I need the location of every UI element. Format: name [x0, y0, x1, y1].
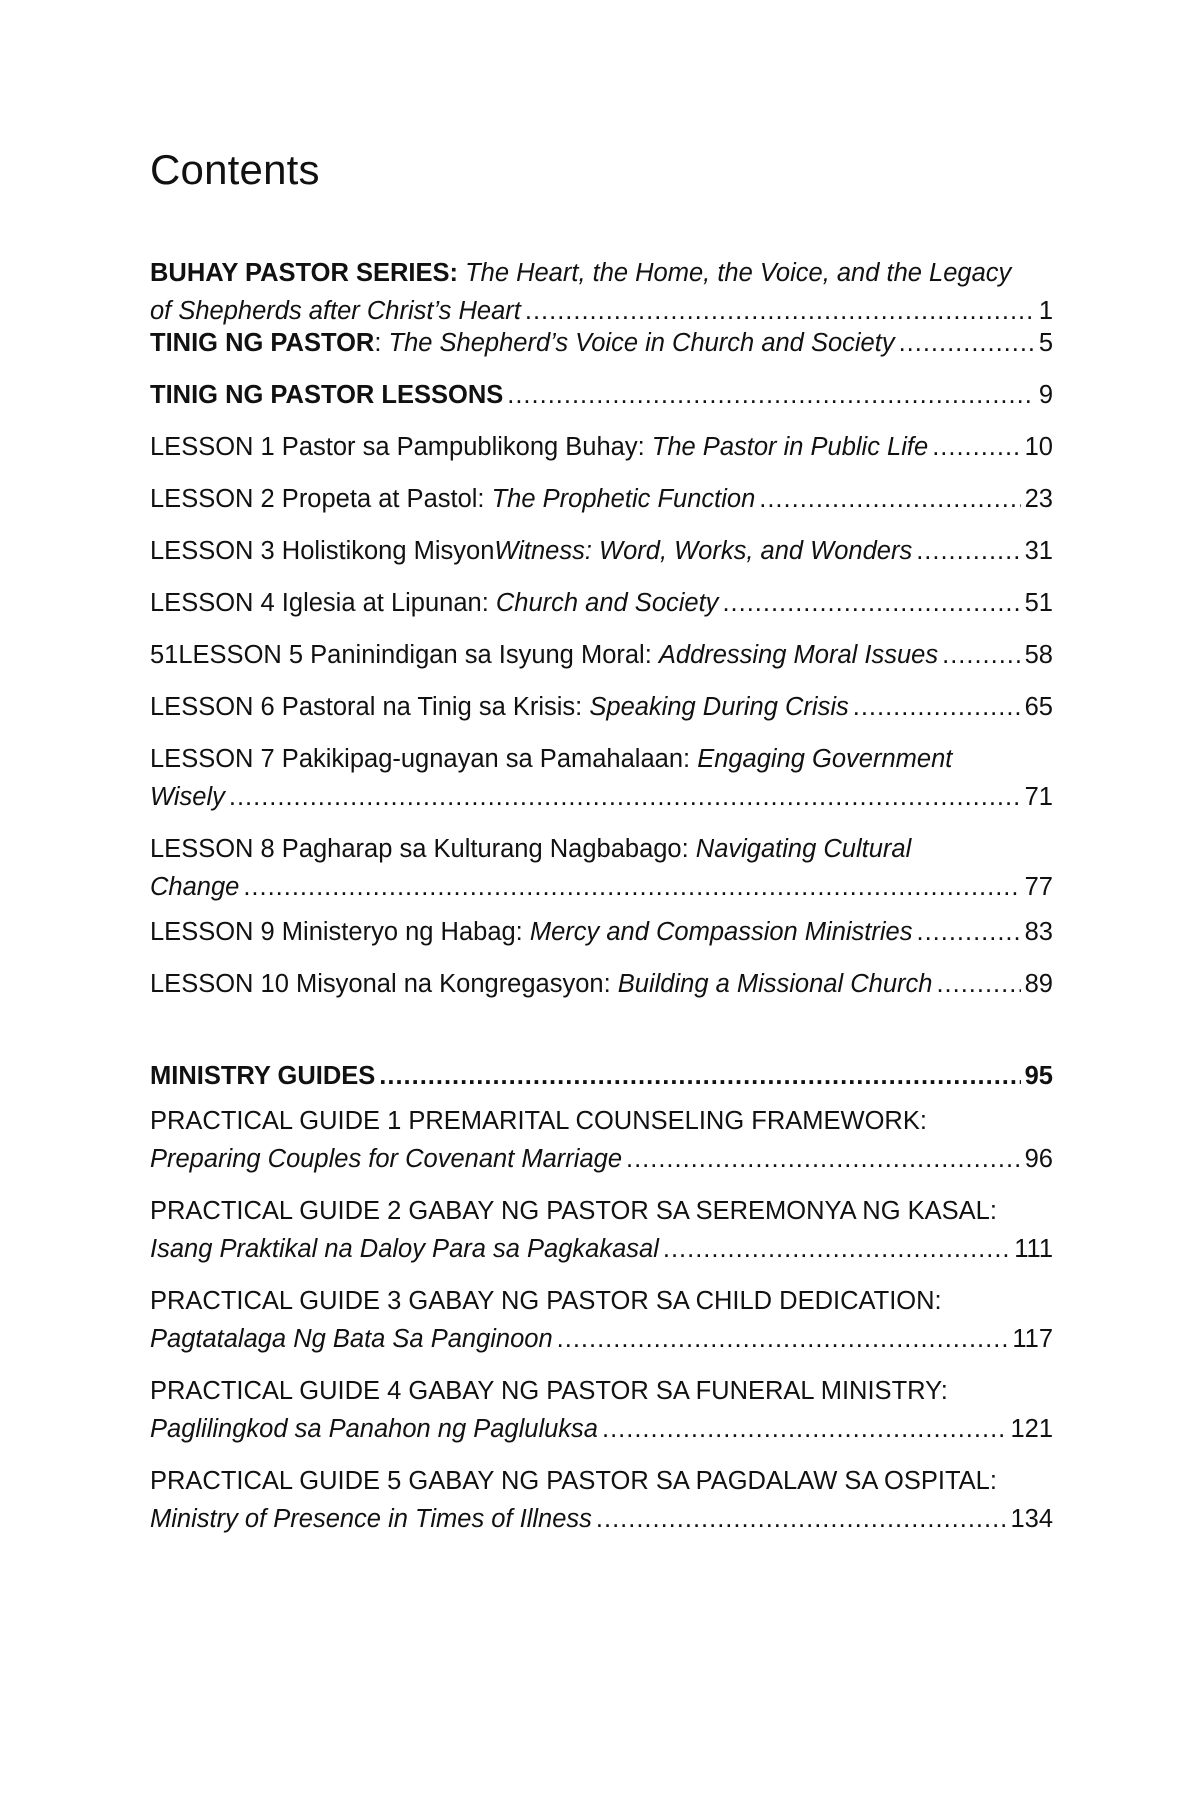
toc-page-number: 5 [1038, 329, 1053, 357]
toc-entry-label: 51LESSON 5 Paninindigan sa Isyung Moral: [150, 641, 652, 669]
toc-entry-subtitle: The Pastor in Public Life [651, 433, 929, 461]
toc-entry-lesson-4[interactable] [150, 584, 1053, 622]
dot-leader [942, 636, 1021, 674]
toc-entry-lesson-8[interactable] [150, 830, 1053, 906]
toc-entry-lesson-5[interactable] [150, 636, 1053, 674]
toc-entry-practical-guide-5[interactable] [150, 1462, 1053, 1538]
toc-entry-label: PRACTICAL GUIDE 5 GABAY NG PASTOR SA PAGDALAW SA OSPITAL: [150, 1467, 997, 1495]
dot-leader [507, 376, 1035, 414]
toc-entry-subtitle-continued: Wisely [150, 783, 225, 811]
dot-leader [916, 532, 1020, 570]
toc-page-number: 83 [1024, 918, 1053, 946]
toc-entry-subtitle: Paglilingkod sa Panahon ng Pagluluksa [150, 1415, 598, 1443]
dot-leader [229, 778, 1021, 816]
toc-entry-subtitle: Navigating Cultural [695, 835, 912, 863]
page-title: Contents [150, 146, 320, 193]
toc-entry-subtitle: Church and Society [495, 589, 719, 617]
toc-entry-label: LESSON 1 Pastor sa Pampublikong Buhay: [150, 433, 645, 461]
toc-page-number: 117 [1012, 1325, 1053, 1353]
toc-entry-subtitle: Addressing Moral Issues [658, 641, 939, 669]
toc-entry-subtitle-continued: Change [150, 873, 240, 901]
toc-entry-tinig-ng-pastor-lessons[interactable] [150, 376, 1053, 414]
toc-entry-lesson-7[interactable] [150, 740, 1053, 816]
toc-entry-lesson-3[interactable] [150, 532, 1053, 570]
toc-page-number: 111 [1014, 1235, 1053, 1263]
toc-entry-subtitle: The Shepherd’s Voice in Church and Society [388, 329, 895, 357]
toc-entry-subtitle: Preparing Couples for Covenant Marriage [150, 1145, 622, 1173]
toc-page-number: 77 [1024, 873, 1053, 901]
toc-page-number: 31 [1024, 537, 1053, 565]
dot-leader [759, 480, 1020, 518]
toc-entry-label: LESSON 3 Holistikong Misyon [150, 537, 495, 565]
dot-leader [936, 965, 1020, 1003]
toc-entry-practical-guide-1[interactable] [150, 1102, 1053, 1178]
toc-entry-subtitle-continued: of Shepherds after Christ’s Heart [150, 297, 521, 325]
toc-entry-ministry-guides[interactable] [150, 1057, 1053, 1095]
toc-entry-label: TINIG NG PASTOR [150, 329, 375, 357]
toc-page-number: 95 [1024, 1062, 1053, 1090]
toc-entry-label: MINISTRY GUIDES [150, 1062, 376, 1090]
toc-entry-subtitle: Pagtatalaga Ng Bata Sa Panginoon [150, 1325, 553, 1353]
toc-entry-label: LESSON 7 Pakikipag-ugnayan sa Pamahalaan: [150, 745, 691, 773]
toc-page-number: 23 [1024, 485, 1053, 513]
dot-leader [557, 1320, 1009, 1358]
toc-entry-separator: : [374, 329, 382, 357]
toc-page-number: 58 [1024, 641, 1053, 669]
dot-leader [722, 584, 1020, 622]
toc-entry-label: PRACTICAL GUIDE 2 GABAY NG PASTOR SA SEREMONYA NG KASAL: [150, 1197, 997, 1225]
toc-entry-lesson-6[interactable] [150, 688, 1053, 726]
dot-leader [596, 1500, 1007, 1538]
toc-entry-practical-guide-2[interactable] [150, 1192, 1053, 1268]
dot-leader [899, 324, 1035, 362]
toc-page-number: 89 [1024, 970, 1053, 998]
toc-entry-subtitle: The Prophetic Function [491, 485, 756, 513]
toc-page-number: 134 [1010, 1505, 1053, 1533]
toc-page-number: 10 [1024, 433, 1053, 461]
toc-entry-label: LESSON 8 Pagharap sa Kulturang Nagbabago: [150, 835, 689, 863]
dot-leader [932, 428, 1020, 466]
dot-leader [379, 1057, 1020, 1095]
toc-entry-subtitle: Mercy and Compassion Ministries [529, 918, 913, 946]
toc-entry-label: LESSON 4 Iglesia at Lipunan: [150, 589, 489, 617]
toc-page-number: 9 [1038, 381, 1053, 409]
toc-entry-label: BUHAY PASTOR SERIES: [150, 259, 458, 287]
table-of-contents [150, 254, 1053, 1538]
dot-leader [853, 688, 1021, 726]
toc-entry-lesson-2[interactable] [150, 480, 1053, 518]
toc-entry-label: LESSON 2 Propeta at Pastol: [150, 485, 485, 513]
toc-entry-lesson-1[interactable] [150, 428, 1053, 466]
toc-entry-practical-guide-4[interactable] [150, 1372, 1053, 1448]
toc-entry-label: LESSON 10 Misyonal na Kongregasyon: [150, 970, 611, 998]
toc-entry-label: LESSON 6 Pastoral na Tinig sa Krisis: [150, 693, 583, 721]
toc-page-number: 121 [1010, 1415, 1053, 1443]
dot-leader [626, 1140, 1021, 1178]
toc-page-number: 71 [1024, 783, 1053, 811]
toc-page-number: 96 [1024, 1145, 1053, 1173]
toc-entry-subtitle: Engaging Government [697, 745, 953, 773]
dot-leader [663, 1230, 1010, 1268]
dot-leader [243, 868, 1020, 906]
toc-entry-tinig-ng-pastor[interactable] [150, 324, 1053, 362]
toc-entry-subtitle: The Heart, the Home, the Voice, and the Legacy [465, 259, 1012, 287]
toc-entry-label: LESSON 9 Ministeryo ng Habag: [150, 918, 523, 946]
toc-entry-subtitle: Speaking During Crisis [589, 693, 849, 721]
dot-leader [916, 913, 1020, 951]
toc-page-number: 65 [1024, 693, 1053, 721]
toc-entry-practical-guide-3[interactable] [150, 1282, 1053, 1358]
toc-entry-lesson-9[interactable] [150, 913, 1053, 951]
toc-entry-subtitle: Ministry of Presence in Times of Illness [150, 1505, 592, 1533]
toc-entry-label: PRACTICAL GUIDE 3 GABAY NG PASTOR SA CHILD DEDICATION: [150, 1287, 942, 1315]
toc-entry-label: PRACTICAL GUIDE 4 GABAY NG PASTOR SA FUNERAL MINISTRY: [150, 1377, 948, 1405]
toc-entry-subtitle: Isang Praktikal na Daloy Para sa Pagkakasal [150, 1235, 659, 1263]
toc-entry-label: TINIG NG PASTOR LESSONS [150, 381, 504, 409]
toc-entry-buhay-pastor-series[interactable] [150, 254, 1053, 330]
toc-entry-lesson-10[interactable] [150, 965, 1053, 1003]
toc-page-number: 51 [1024, 589, 1053, 617]
toc-page-number: 1 [1038, 297, 1053, 325]
dot-leader [602, 1410, 1006, 1448]
toc-entry-label: PRACTICAL GUIDE 1 PREMARITAL COUNSELING FRAMEWORK: [150, 1107, 927, 1135]
toc-entry-subtitle: Building a Missional Church [617, 970, 933, 998]
toc-entry-subtitle: Witness: Word, Works, and Wonders [494, 537, 913, 565]
